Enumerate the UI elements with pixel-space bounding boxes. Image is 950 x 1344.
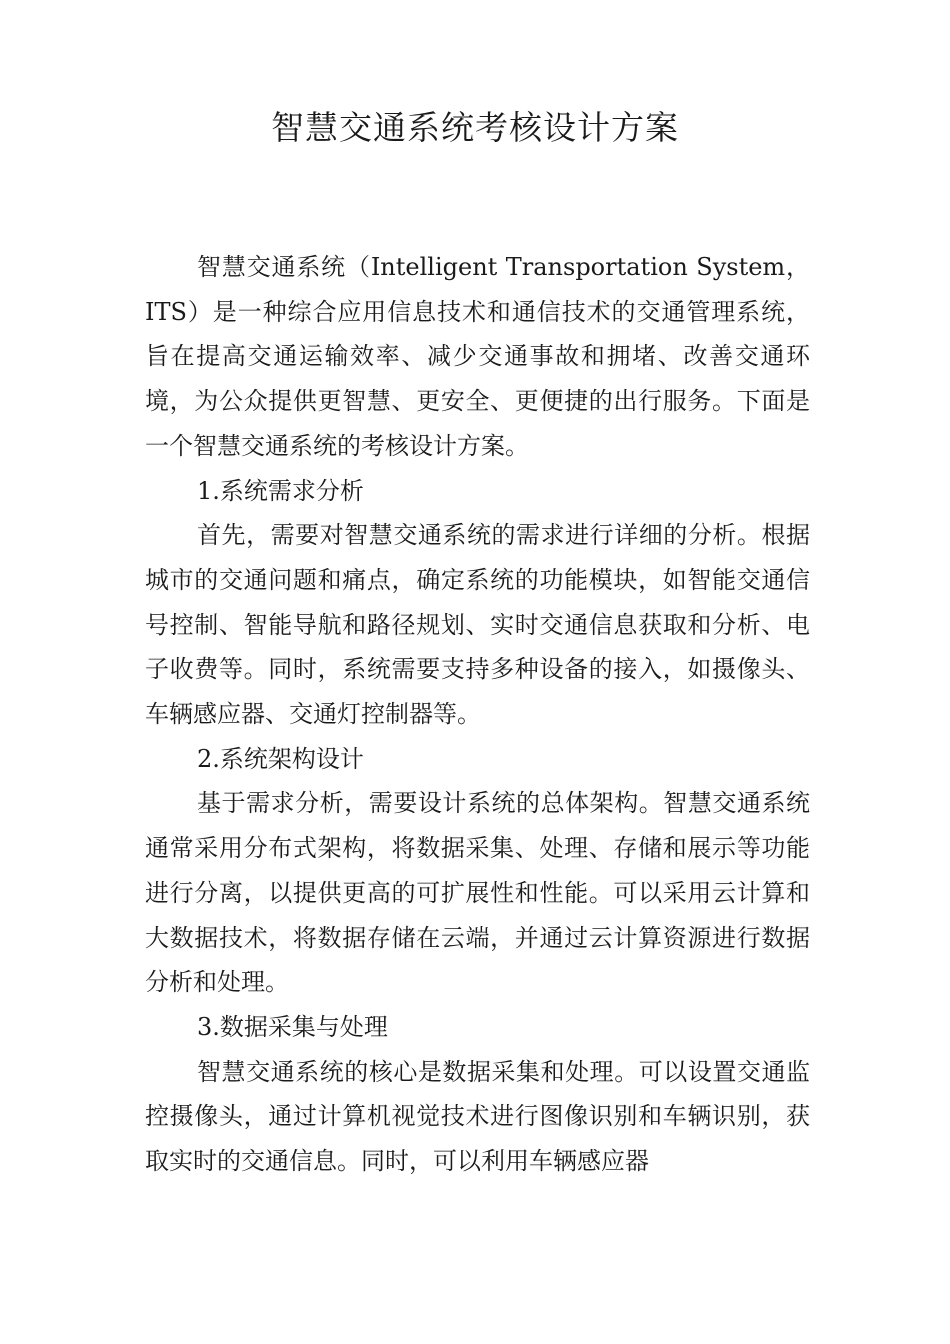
intro-paragraph: 智慧交通系统（Intelligent Transportation System，ITS）是一种综合应用信息技术和通信技术的交通管理系统，旨在提高交通运输效率、减少交通事故和拥堵、改善交通环境，为公众提供更智慧、更安全、更便捷的出行服务。下面是一个智慧交通系统的考核设计方案。 [145, 253, 810, 460]
section-heading-data-processing: 3.数据采集与处理 [197, 1012, 388, 1041]
section-heading-architecture: 2.系统架构设计 [197, 744, 364, 773]
document-body [145, 245, 810, 1184]
section-paragraph-architecture: 基于需求分析，需要设计系统的总体架构。智慧交通系统通常采用分布式架构，将数据采集、处理、存储和展示等功能进行分离，以提供更高的可扩展性和性能。可以采用云计算和大数据技术，将数据存储在云端，并通过云计算资源进行数据分析和处理。 [145, 789, 810, 997]
section-paragraph-requirements: 首先，需要对智慧交通系统的需求进行详细的分析。根据城市的交通问题和痛点，确定系统的功能模块，如智能交通信号控制、智能导航和路径规划、实时交通信息获取和分析、电子收费等。同时，系统需要支持多种设备的接入，如摄像头、车辆感应器、交通灯控制器等。 [145, 521, 810, 729]
document-title: 智慧交通系统考核设计方案 [271, 108, 679, 147]
section-heading-requirements: 1.系统需求分析 [197, 476, 364, 505]
section-paragraph-data-processing: 智慧交通系统的核心是数据采集和处理。可以设置交通监控摄像头，通过计算机视觉技术进行图像识别和车辆识别，获取实时的交通信息。同时，可以利用车辆感应器 [145, 1057, 810, 1176]
